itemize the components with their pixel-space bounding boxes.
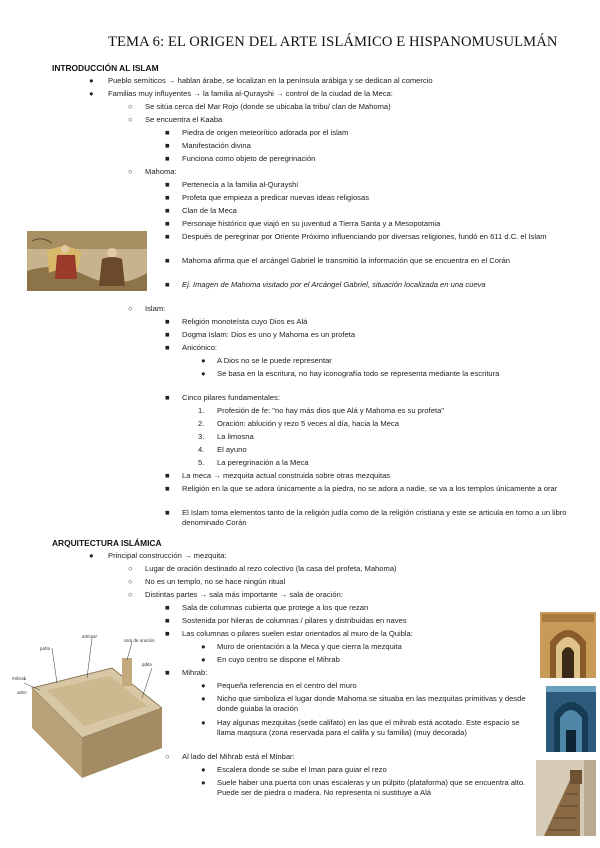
bullet: ■ <box>165 280 170 289</box>
bullet: ■ <box>165 193 170 202</box>
minbar-photo <box>536 760 596 836</box>
bullet: ■ <box>165 668 170 677</box>
list-item: Profesión de fe: "no hay más dios que Alá y Mahoma es su profeta" <box>217 406 445 415</box>
list-item: El ayuno <box>217 445 247 454</box>
bullet: ■ <box>165 232 170 241</box>
list-item: Se sitúa cerca del Mar Rojo (donde se ubicaba la tribu/ clan de Mahoma) <box>145 102 391 111</box>
bullet: ■ <box>165 393 170 402</box>
bullet: ● <box>89 76 94 85</box>
bullet: ● <box>201 681 206 690</box>
bullet: ● <box>89 89 94 98</box>
bullet: ● <box>201 778 206 787</box>
list-item: Hay algunas mezquitas (sede califato) en las que el mihrab está acotado. Este espacio se llama maqsura (zona reservada para el califa y su familia) (muy decorada) <box>217 718 520 738</box>
list-item: Mahoma afirma que el arcángel Gabriel le transmitió la información que se encuentra en el Corán <box>182 256 510 265</box>
list-item: Personaje histórico que viajó en su juventud a Tierra Santa y a Mesopotamia <box>182 219 441 228</box>
list-item: Mihrab: <box>182 668 208 677</box>
bullet: ● <box>201 369 206 378</box>
section-heading-intro: INTRODUCCIÓN AL ISLAM <box>52 63 159 73</box>
list-item: Dogma Islam: Dios es uno y Mahoma es un profeta <box>182 330 356 339</box>
bullet: ■ <box>165 219 170 228</box>
bullet: ● <box>89 551 94 560</box>
section-heading-arquitectura: ARQUITECTURA ISLÁMICA <box>52 538 162 548</box>
list-item: Distintas partes → sala más importante → sala de oración: <box>145 590 343 599</box>
list-item: Ej. Imagen de Mahoma visitado por el Arcángel Gabriel, situación localizada en una cueva <box>182 280 486 289</box>
list-number: 5. <box>198 458 205 467</box>
list-item: Nicho que simboliza el lugar donde Mahoma se situaba en las mezquitas primitivas y desde donde guiaba la oración <box>217 694 526 714</box>
bullet: ○ <box>128 564 133 573</box>
list-item: Familias muy influyentes → la familia al-Qurayshi → control de la ciudad de la Meca: <box>108 89 393 98</box>
bullet: ● <box>201 694 206 703</box>
mosque-label: qibla <box>142 662 152 667</box>
tiled-mihrab-photo <box>546 686 596 752</box>
list-item: Anicónico: <box>182 343 218 352</box>
list-item: Manifestación divina <box>182 141 251 150</box>
list-item: A Dios no se le puede representar <box>217 356 332 365</box>
bullet: ■ <box>165 603 170 612</box>
list-item: Suele haber una puerta con unas escaleras y un púlpito (plataforma) que se encuentra alto. Puede ser de piedra o madera. No representa ni sustituye a Alá <box>217 778 526 798</box>
bullet: ■ <box>165 484 170 493</box>
mosque-label: sala de oración <box>124 638 155 643</box>
list-number: 3. <box>198 432 205 441</box>
list-item: Se encuentra el Kaaba <box>145 115 223 124</box>
mosque-label: sahn <box>17 690 27 695</box>
bullet: ● <box>201 655 206 664</box>
bullet: ■ <box>165 616 170 625</box>
list-item: Mahoma: <box>145 167 177 176</box>
list-item: Religión monoteísta cuyo Dios es Alá <box>182 317 308 326</box>
list-item: Pueblo semíticos → hablan árabe, se localizan en la península arábiga y se dedican al comercio <box>108 76 433 85</box>
bullet: ■ <box>165 256 170 265</box>
list-item: Lugar de oración destinado al rezo colectivo (la casa del profeta, Mahoma) <box>145 564 397 573</box>
bullet: ■ <box>165 343 170 352</box>
list-item: La limosna <box>217 432 254 441</box>
list-item: Muro de orientación a la Meca y que cierra la mezquita <box>217 642 402 651</box>
bullet: ● <box>201 765 206 774</box>
list-item: Religión en la que se adora únicamente a la piedra, no se adora a nadie, se va a los templos únicamente a orar <box>182 484 558 493</box>
list-item: En cuyo centro se dispone el Mihrab <box>217 655 340 664</box>
mosque-label: mihrab <box>12 676 27 681</box>
list-item: Piedra de origen meteorítico adorada por el islam <box>182 128 349 137</box>
mihrab-photo <box>540 612 596 678</box>
list-item: Al lado del Mihrab está el Minbar: <box>182 752 295 761</box>
bullet: ● <box>201 356 206 365</box>
bullet: ■ <box>165 154 170 163</box>
page-title: TEMA 6: EL ORIGEN DEL ARTE ISLÁMICO E HISPANOMUSULMÁN <box>108 34 558 50</box>
bullet: ■ <box>165 206 170 215</box>
bullet: ○ <box>165 752 170 761</box>
bullet: ○ <box>128 577 133 586</box>
list-item: Oración: ablución y rezo 5 veces al día, hacia la Meca <box>217 419 399 428</box>
list-item: Pertenecía a la familia al-Qurayshi <box>182 180 299 189</box>
bullet: ○ <box>128 304 133 313</box>
list-item: No es un templo, no se hace ningún ritual <box>145 577 286 586</box>
bullet: ○ <box>128 167 133 176</box>
list-number: 4. <box>198 445 205 454</box>
list-item: Sostenida por hileras de columnas / pilares y distribuidas en naves <box>182 616 407 625</box>
list-item: Profeta que empieza a predicar nuevas ideas religiosas <box>182 193 369 202</box>
list-item: Funciona como objeto de peregrinación <box>182 154 316 163</box>
list-item: Después de peregrinar por Oriente Próximo influenciando por diversas religiones, fundó en 611 d.C. el Islam <box>182 232 547 241</box>
bullet: ● <box>201 642 206 651</box>
bullet: ○ <box>128 115 133 124</box>
mosque-label: patio <box>40 646 51 651</box>
list-item: Escalera donde se sube el Iman para guiar el rezo <box>217 765 387 774</box>
mosque-aerial-diagram <box>12 628 162 788</box>
bullet: ■ <box>165 508 170 517</box>
list-item: El Islam toma elementos tanto de la religión judía como de la religión cristiana y este se articula en torno a un libro denominado Corán <box>182 508 567 528</box>
bullet: ■ <box>165 471 170 480</box>
bullet: ■ <box>165 141 170 150</box>
bullet: ● <box>201 718 206 727</box>
list-item: Clan de la Meca <box>182 206 237 215</box>
list-item: Sala de columnas cubierta que protege a los que rezan <box>182 603 369 612</box>
list-item: Las columnas o pilares suelen estar orientados al muro de la Quibla: <box>182 629 413 638</box>
bullet: ■ <box>165 180 170 189</box>
list-item: Pequeña referencia en el centro del muro <box>217 681 357 690</box>
list-number: 2. <box>198 419 205 428</box>
list-item: La meca → mezquita actual construida sobre otras mezquitas <box>182 471 391 480</box>
bullet: ○ <box>128 102 133 111</box>
list-item: Se basa en la escritura, no hay iconografía todo se representa mediante la escritura <box>217 369 500 378</box>
mosque-label: alminar <box>82 634 98 639</box>
list-item: Cinco pilares fundamentales: <box>182 393 280 402</box>
bullet: ○ <box>128 590 133 599</box>
list-item: Principal construcción → mezquita: <box>108 551 227 560</box>
bullet: ■ <box>165 330 170 339</box>
bullet: ■ <box>165 629 170 638</box>
list-item: Islam: <box>145 304 166 313</box>
list-item: La peregrinación a la Meca <box>217 458 309 467</box>
bullet: ■ <box>165 128 170 137</box>
mahoma-gabriel-miniature <box>27 231 147 291</box>
bullet: ■ <box>165 317 170 326</box>
list-number: 1. <box>198 406 205 415</box>
